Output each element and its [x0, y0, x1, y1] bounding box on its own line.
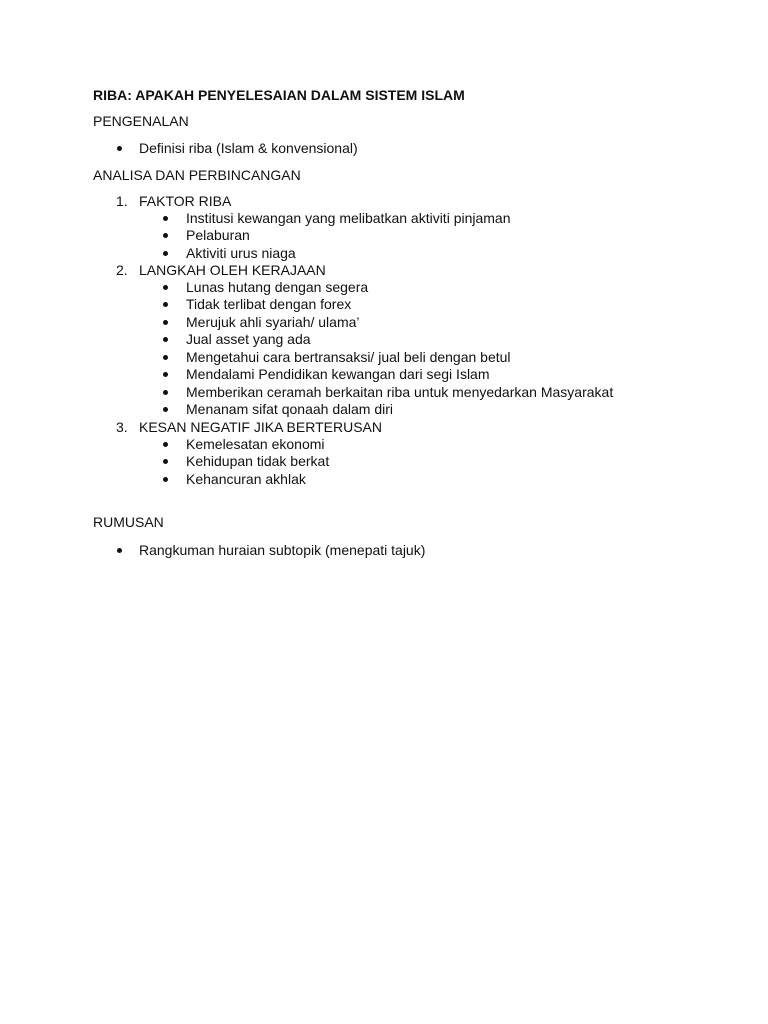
list-item: Rangkuman huraian subtopik (menepati tajuk)	[139, 542, 426, 558]
bullet-dot	[117, 146, 122, 151]
list-item: Kehancuran akhlak	[186, 471, 306, 487]
bullet-dot	[163, 285, 168, 290]
list-item: Tidak terlibat dengan forex	[186, 296, 352, 312]
bullet-dot	[163, 442, 168, 447]
document-title: RIBA: APAKAH PENYELESAIAN DALAM SISTEM ISLAM	[93, 87, 465, 103]
bullet-dot	[163, 477, 168, 482]
list-item: Lunas hutang dengan segera	[186, 279, 369, 295]
bullet-dot	[163, 390, 168, 395]
bullet-dot	[163, 216, 168, 221]
list-item: Mendalami Pendidikan kewangan dari segi Islam	[186, 366, 490, 382]
list-item: Merujuk ahli syariah/ ulama’	[186, 314, 360, 330]
list-item: Institusi kewangan yang melibatkan aktiviti pinjaman	[186, 210, 511, 226]
section-number: 2.	[116, 262, 128, 278]
list-item: Aktiviti urus niaga	[186, 245, 296, 261]
heading-analisa: ANALISA DAN PERBINCANGAN	[93, 167, 301, 183]
list-item: Jual asset yang ada	[186, 331, 311, 347]
list-item: Pelaburan	[186, 227, 250, 243]
bullet-dot	[163, 302, 168, 307]
bullet-dot	[163, 355, 168, 360]
list-item: Menanam sifat qonaah dalam diri	[186, 401, 394, 417]
list-item: Definisi riba (Islam & konvensional)	[139, 140, 358, 156]
bullet-dot	[163, 320, 168, 325]
heading-rumusan: RUMUSAN	[93, 514, 164, 530]
bullet-dot	[163, 372, 168, 377]
bullet-dot	[163, 251, 168, 256]
heading-pengenalan: PENGENALAN	[93, 113, 189, 129]
section-label-faktor-riba: FAKTOR RIBA	[139, 193, 232, 209]
section-label-langkah: LANGKAH OLEH KERAJAAN	[139, 262, 326, 278]
list-item: Mengetahui cara bertransaksi/ jual beli dengan betul	[186, 349, 511, 365]
list-item: Memberikan ceramah berkaitan riba untuk menyedarkan Masyarakat	[186, 384, 614, 400]
bullet-dot	[163, 337, 168, 342]
list-item: Kehidupan tidak berkat	[186, 453, 330, 469]
list-item: Kemelesatan ekonomi	[186, 436, 325, 452]
bullet-dot	[117, 548, 122, 553]
section-label-kesan-negatif: KESAN NEGATIF JIKA BERTERUSAN	[139, 419, 382, 435]
section-number: 3.	[116, 419, 128, 435]
bullet-dot	[163, 459, 168, 464]
bullet-dot	[163, 407, 168, 412]
section-number: 1.	[116, 193, 128, 209]
bullet-dot	[163, 233, 168, 238]
